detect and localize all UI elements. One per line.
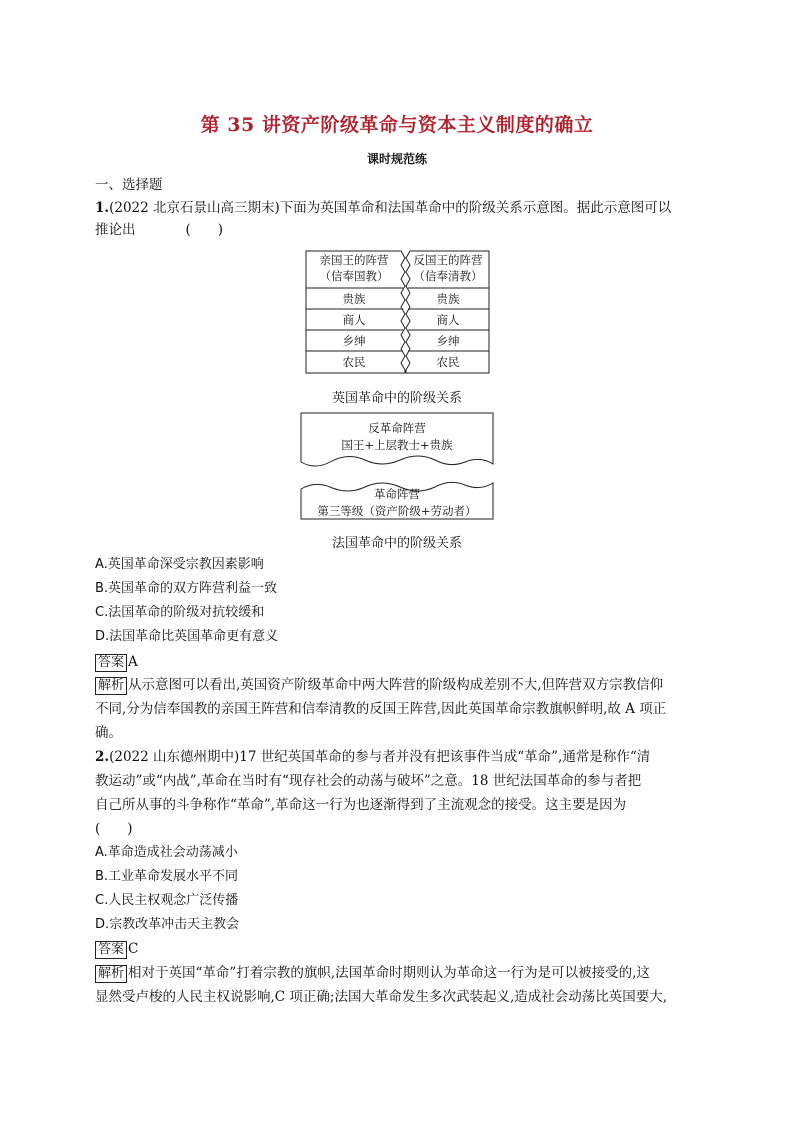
q2-option-b[interactable]: B.工业革命发展水平不同 — [95, 869, 239, 884]
france-top-label-1: 反革命阵营 — [368, 421, 426, 435]
england-left-row: 贵族 — [342, 292, 366, 306]
england-right-header-1: 反国王的阵营 — [413, 253, 483, 267]
england-right-row: 贵族 — [436, 292, 460, 306]
q1-answer-line — [95, 651, 138, 673]
q1-analysis-line-3: 确。 — [95, 725, 122, 741]
france-class-diagram — [300, 412, 495, 522]
england-right-row: 商人 — [436, 313, 460, 327]
q2-option-c[interactable]: C.人民主权观念广泛传播 — [95, 893, 239, 908]
england-left-row: 农民 — [342, 355, 366, 369]
q1-analysis-text-1: 从示意图可以看出,英国资产阶级革命中两大阵营的阶级构成差别不大,但阵营双方宗教信仰 — [128, 677, 664, 693]
q1-answer-blank: ( ) — [185, 222, 224, 238]
q1-stem-text-1: (2022 北京石景山高三期末)下面为英国革命和法国革命中的阶级关系示意图。据此示意图可以 — [109, 200, 672, 216]
q2-option-d[interactable]: D.宗教改革冲击天主教会 — [95, 917, 240, 932]
q1-option-a[interactable]: A.英国革命深受宗教因素影响 — [95, 557, 264, 572]
analysis-tag: 解析 — [95, 677, 127, 695]
england-left-header-2: （信奉国教） — [319, 269, 389, 283]
england-right-row: 乡绅 — [436, 334, 460, 348]
england-left-row: 商人 — [342, 313, 366, 327]
england-left-header-1: 亲国王的阵营 — [319, 253, 389, 267]
q2-stem-line-2: 教运动”或“内战”,革命在当时有“现存社会的动荡与破坏”之意。18 世纪法国革命的参与者把 — [95, 773, 642, 789]
france-top-label-2: 国王+上层教士+贵族 — [341, 438, 453, 452]
q2-answer-line — [95, 938, 138, 960]
q1-stem-line-2 — [95, 219, 223, 241]
q1-stem-line-1 — [95, 197, 671, 219]
q1-option-d[interactable]: D.法国革命比英国革命更有意义 — [95, 629, 279, 644]
q2-analysis-line-1 — [95, 962, 650, 984]
england-left-row: 乡绅 — [342, 334, 366, 348]
section-heading: 一、选择题 — [95, 177, 163, 193]
england-class-diagram — [305, 250, 490, 374]
q1-number: 1. — [95, 200, 110, 216]
france-diagram-caption: 法国革命中的阶级关系 — [331, 536, 462, 551]
france-bottom-label-1: 革命阵营 — [374, 487, 420, 501]
q1-option-b[interactable]: B.英国革命的双方阵营利益一致 — [95, 581, 278, 596]
q2-answer-value: C — [128, 941, 139, 957]
q2-analysis-line-2: 显然受卢梭的人民主权说影响,C 项正确;法国大革命发生多次武装起义,造成社会动荡比英国要大, — [95, 989, 668, 1005]
q2-option-a[interactable]: A.革命造成社会动荡减小 — [95, 845, 238, 860]
q2-stem-line-1 — [95, 746, 650, 768]
q1-option-c[interactable]: C.法国革命的阶级对抗较缓和 — [95, 605, 265, 620]
q1-analysis-line-2: 不同,分为信奉国教的亲国王阵营和信奉清教的反国王阵营,因此英国革命宗教旗帜鲜明,故 A 项正 — [95, 701, 667, 717]
q1-analysis-line-1 — [95, 674, 663, 696]
lesson-subtitle: 课时规范练 — [366, 152, 427, 166]
analysis-tag: 解析 — [95, 965, 127, 983]
q1-answer-value: A — [128, 654, 138, 670]
q2-stem-line-3: 自己所从事的斗争称作“革命”,革命这一行为也逐渐得到了主流观念的接受。这主要是因为 — [95, 797, 627, 813]
france-bottom-label-2: 第三等级（资产阶级+劳动者） — [317, 504, 477, 518]
q2-number: 2. — [95, 749, 110, 765]
england-right-header-2: （信奉清教） — [413, 269, 483, 283]
lesson-title: 第 35 讲资产阶级革命与资本主义制度的确立 — [200, 114, 594, 136]
england-diagram-caption: 英国革命中的阶级关系 — [331, 391, 462, 406]
q2-stem-text-1: (2022 山东德州期中)17 世纪英国革命的参与者并没有把该事件当成“革命”,通常是称作“清 — [109, 749, 651, 765]
england-right-row: 农民 — [436, 355, 460, 369]
q2-analysis-text-1: 相对于英国“革命”打着宗教的旗帜,法国革命时期则认为革命这一行为是可以被接受的,这 — [128, 965, 650, 981]
answer-tag: 答案 — [95, 654, 127, 672]
answer-tag: 答案 — [95, 941, 127, 959]
q2-answer-blank: ( ) — [95, 821, 133, 837]
q1-stem-text-2: 推论出 — [95, 222, 136, 238]
